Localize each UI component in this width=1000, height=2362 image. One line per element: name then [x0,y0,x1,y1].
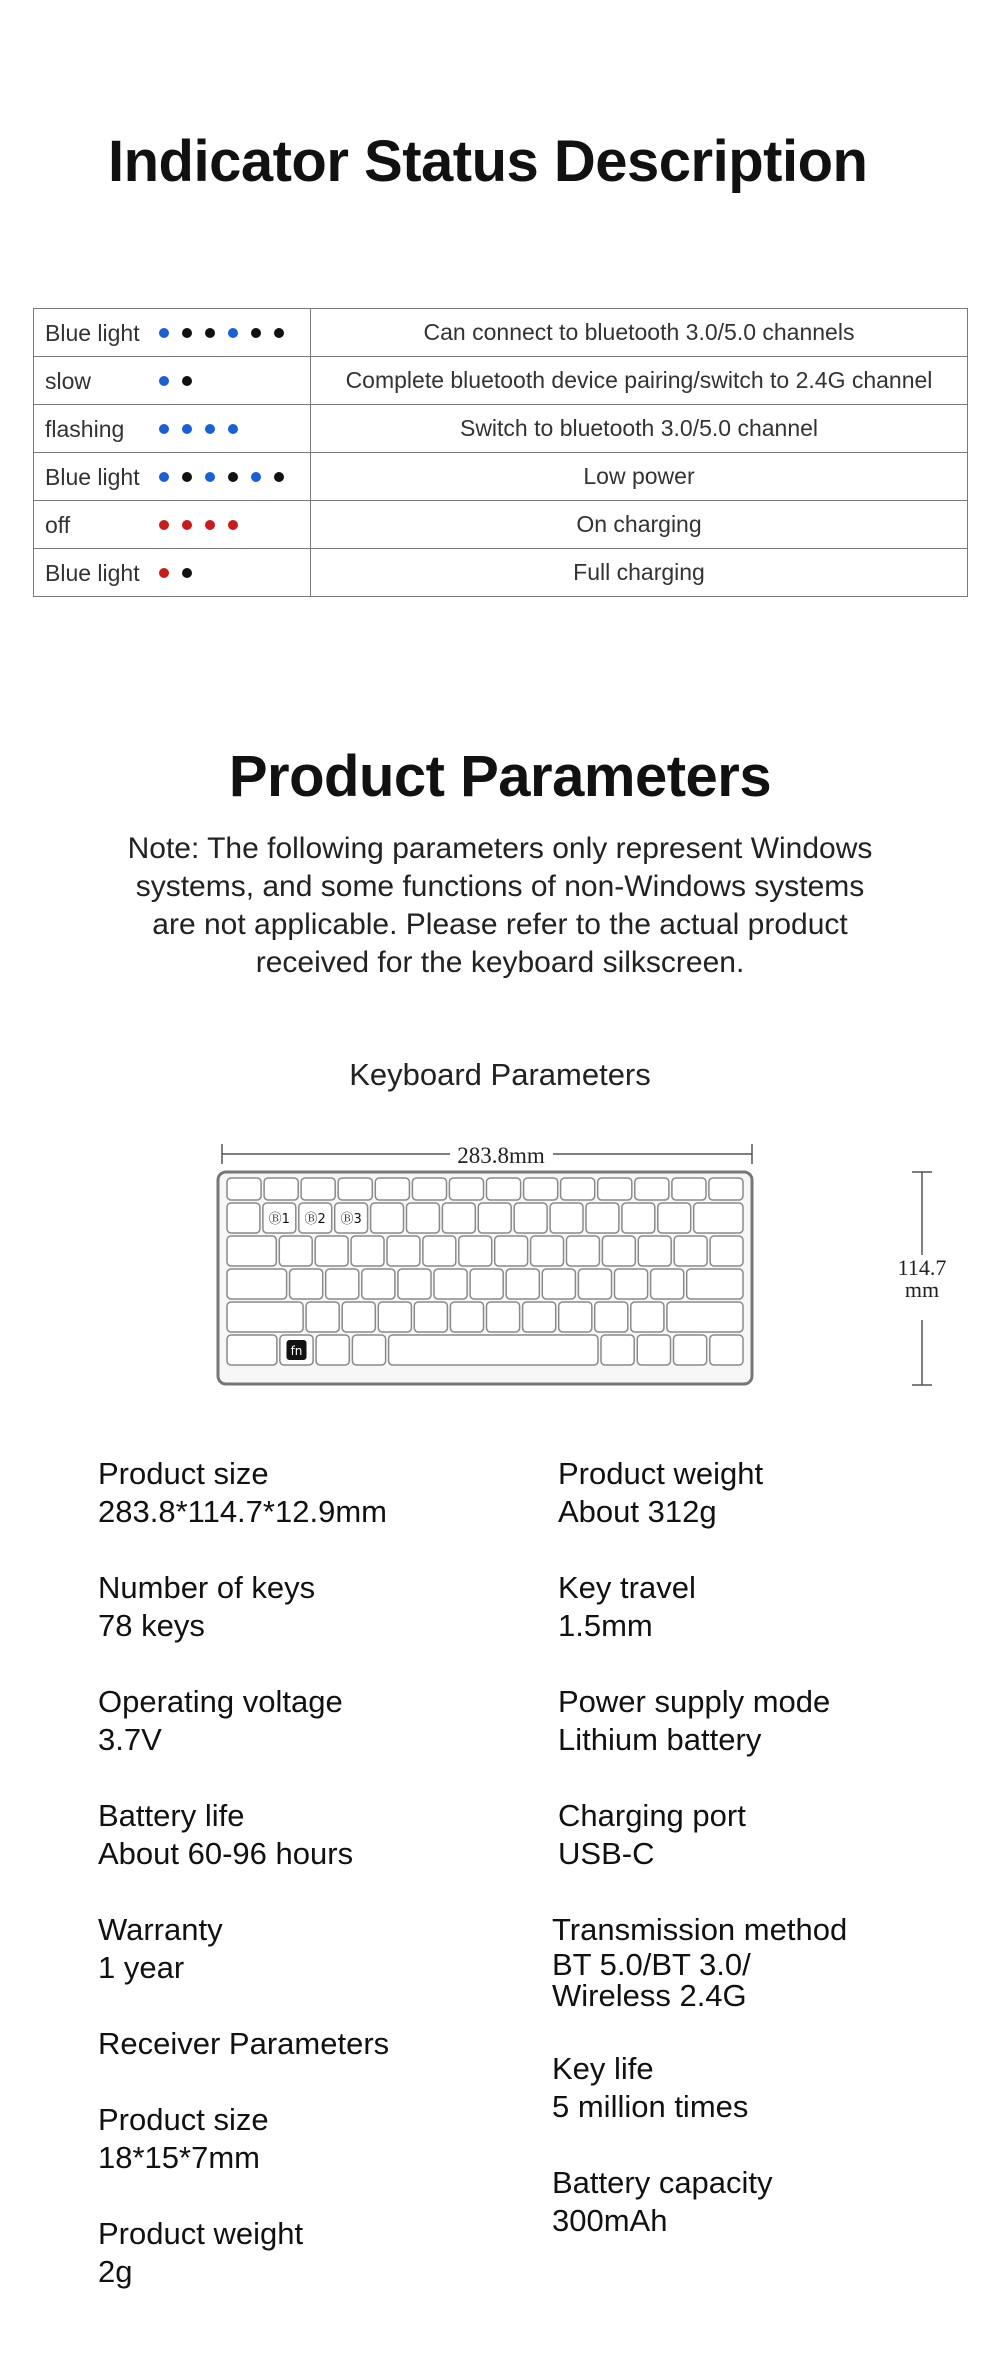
keyboard-key [567,1236,600,1266]
params-section-title: Product Parameters [228,744,772,809]
keyboard-key [316,1335,349,1365]
spec-warranty [98,1911,223,1987]
blue-indicator-dot [228,424,238,434]
params-note: Note: The following parameters only represent Windows systems, and some functions of non-Windows systems are not applicable. Please refer to the actual product received for the keyboard silkscreen. [127,832,873,979]
spec-value: 283.8*114.7*12.9mm [98,1494,387,1529]
keyboard-key [514,1203,547,1233]
red-indicator-dot [159,568,169,578]
height-value: 114.7 [897,1255,947,1280]
keyboard-key [306,1302,339,1332]
keyboard-key [352,1335,385,1365]
fn-key-label: fn [290,1344,303,1358]
table-row [34,309,968,357]
keyboard-key [495,1236,528,1266]
spec-label: Battery life [98,1798,245,1833]
table-row [34,405,968,453]
spec-value: USB-C [558,1836,655,1871]
keyboard-key [710,1236,743,1266]
keyboard-key [338,1178,372,1200]
state-label: slow [45,368,92,394]
keyboard-key [586,1203,619,1233]
keyboard-key [615,1269,648,1299]
indicator-dots [159,328,297,338]
state-label: Blue light [45,464,140,490]
keyboard-key [227,1203,260,1233]
keyboard-key [601,1335,634,1365]
spec-label: Key travel [558,1570,696,1605]
black-indicator-dot [251,328,261,338]
status-description: On charging [311,501,968,549]
keyboard-key [371,1203,404,1233]
spec-label: Power supply mode [558,1684,831,1719]
keyboard-key [487,1178,521,1200]
spec-transmission-method [552,1911,847,2011]
receiver-params-heading [98,2025,389,2063]
keyboard-key [694,1203,743,1233]
keyboard-key [227,1269,287,1299]
keyboard-key [622,1203,655,1233]
spec-label: Operating voltage [98,1684,343,1719]
keyboard-key [398,1269,431,1299]
state-cell [34,357,311,405]
keyboard-key [387,1236,420,1266]
blue-indicator-dot [159,472,169,482]
keyboard-key [449,1178,483,1200]
spec-value: 2g [98,2254,133,2289]
red-indicator-dot [228,520,238,530]
keyboard-key [227,1335,277,1365]
spec-battery-capacity [552,2164,773,2240]
keyboard-key [450,1302,483,1332]
blue-indicator-dot [159,424,169,434]
status-description: Complete bluetooth device pairing/switch to 2.4G channel [311,357,968,405]
spec-power-supply-mode [558,1683,830,1759]
spec-label: Battery capacity [552,2165,773,2200]
indicator-dots [159,520,251,530]
height-unit: mm [904,1277,940,1302]
state-label: Blue light [45,560,140,586]
keyboard-key [651,1269,684,1299]
keyboard-key [674,1335,707,1365]
spec-number-of-keys [98,1569,315,1645]
blue-indicator-dot [159,376,169,386]
red-indicator-dot [205,520,215,530]
spec-key-life [552,2050,748,2126]
black-indicator-dot [205,328,215,338]
keyboard-key [598,1178,632,1200]
keyboard-key [279,1236,312,1266]
state-label: Blue light [45,320,140,346]
keyboard-key [578,1269,611,1299]
spec-label: Number of keys [98,1570,316,1605]
keyboard-key [470,1269,503,1299]
black-indicator-dot [228,472,238,482]
table-row [34,501,968,549]
keyboard-key [674,1236,707,1266]
spec-label: Product weight [98,2216,304,2251]
spec-key-travel [558,1569,696,1645]
spec-value: 18*15*7mm [98,2140,260,2175]
keyboard-key [414,1302,447,1332]
spec-product-weight [558,1455,763,1531]
status-description: Full charging [311,549,968,597]
black-indicator-dot [274,328,284,338]
spec-label: Product size [98,2102,269,2137]
spec-battery-life [98,1797,353,1873]
spec-value: About 60-96 hours [98,1836,354,1871]
black-indicator-dot [274,472,284,482]
indicator-dots [159,472,297,482]
keyboard-key [351,1236,384,1266]
keyboard-key [301,1178,335,1200]
spec-receiver-size [98,2101,269,2177]
indicator-dots [159,424,251,434]
keyboard-key [637,1335,670,1365]
keyboard-key [506,1269,539,1299]
state-cell [34,405,311,453]
keyboard-key [559,1302,592,1332]
spec-operating-voltage [98,1683,343,1759]
keyboard-key [631,1302,664,1332]
bluetooth-channel-key-label: Ⓑ1 [268,1212,290,1227]
blue-indicator-dot [228,328,238,338]
state-cell [34,501,311,549]
state-label: off [45,512,71,538]
spec-value: Lithium battery [558,1722,762,1757]
indicator-status-table [33,308,968,597]
state-label: flashing [45,416,125,442]
blue-indicator-dot [182,424,192,434]
spec-label: Transmission method [552,1912,848,1947]
keyboard-key [602,1236,635,1266]
keyboard-key [412,1178,446,1200]
keyboard-key [227,1236,276,1266]
status-section-title: Indicator Status Description [108,129,868,194]
keyboard-key [672,1178,706,1200]
state-cell [34,309,311,357]
receiver-heading-text: Receiver Parameters [98,2026,390,2061]
spec-value: 1 year [98,1950,185,1985]
spec-value: About 312g [558,1494,717,1529]
black-indicator-dot [182,376,192,386]
keyboard-key [326,1269,359,1299]
spec-label: Warranty [98,1912,223,1947]
state-cell [34,549,311,597]
spec-label: Product weight [558,1456,764,1491]
black-indicator-dot [182,568,192,578]
keyboard-keys [227,1178,743,1365]
spec-value: 78 keys [98,1608,205,1643]
status-description: Can connect to bluetooth 3.0/5.0 channels [311,309,968,357]
keyboard-key [442,1203,475,1233]
black-indicator-dot [182,328,192,338]
keyboard-key [638,1236,671,1266]
keyboard-key [407,1203,440,1233]
keyboard-key [687,1269,743,1299]
keyboard-key [434,1269,467,1299]
keyboard-key [709,1178,743,1200]
keyboard-key [523,1302,556,1332]
width-label: 283.8mm [457,1143,545,1168]
keyboard-key [658,1203,691,1233]
table-row [34,549,968,597]
status-description: Switch to bluetooth 3.0/5.0 channel [311,405,968,453]
keyboard-key [227,1302,303,1332]
spec-value: 1.5mm [558,1608,653,1643]
keyboard-key [710,1335,743,1365]
keyboard-key [542,1269,575,1299]
keyboard-key [227,1178,261,1200]
keyboard-key [423,1236,456,1266]
spec-label: Product size [98,1456,269,1491]
blue-indicator-dot [205,424,215,434]
table-row [34,453,968,501]
spec-receiver-weight [98,2215,303,2291]
keyboard-key [342,1302,375,1332]
spec-label: Charging port [558,1798,746,1833]
bluetooth-channel-key-label: Ⓑ2 [304,1212,326,1227]
keyboard-key [375,1178,409,1200]
black-indicator-dot [182,472,192,482]
keyboard-key [459,1236,492,1266]
keyboard-key [315,1236,348,1266]
spec-value: 3.7V [98,1722,162,1757]
keyboard-diagram [200,1120,980,1410]
red-indicator-dot [159,520,169,530]
state-cell [34,453,311,501]
keyboard-key [531,1236,564,1266]
bluetooth-channel-key-label: Ⓑ3 [340,1212,362,1227]
spec-value: 300mAh [552,2203,668,2238]
keyboard-key [667,1302,743,1332]
keyboard-key [389,1335,598,1365]
indicator-dots [159,568,205,578]
blue-indicator-dot [205,472,215,482]
keyboard-key [264,1178,298,1200]
keyboard-key [290,1269,323,1299]
indicator-dots [159,376,205,386]
table-row [34,357,968,405]
keyboard-key [524,1178,558,1200]
keyboard-key [550,1203,583,1233]
keyboard-key [595,1302,628,1332]
blue-indicator-dot [159,328,169,338]
spec-label: Key life [552,2051,654,2086]
spec-charging-port [558,1797,746,1873]
red-indicator-dot [182,520,192,530]
blue-indicator-dot [251,472,261,482]
spec-product-size [98,1455,387,1531]
keyboard-key [635,1178,669,1200]
spec-value: Wireless 2.4G [552,1978,747,2013]
keyboard-key [561,1178,595,1200]
keyboard-key [487,1302,520,1332]
keyboard-key [378,1302,411,1332]
spec-value: BT 5.0/BT 3.0/ [552,1947,751,1982]
keyboard-key [362,1269,395,1299]
keyboard-key [478,1203,511,1233]
keyboard-params-heading: Keyboard Parameters [349,1057,651,1092]
status-description: Low power [311,453,968,501]
spec-value: 5 million times [552,2089,749,2124]
